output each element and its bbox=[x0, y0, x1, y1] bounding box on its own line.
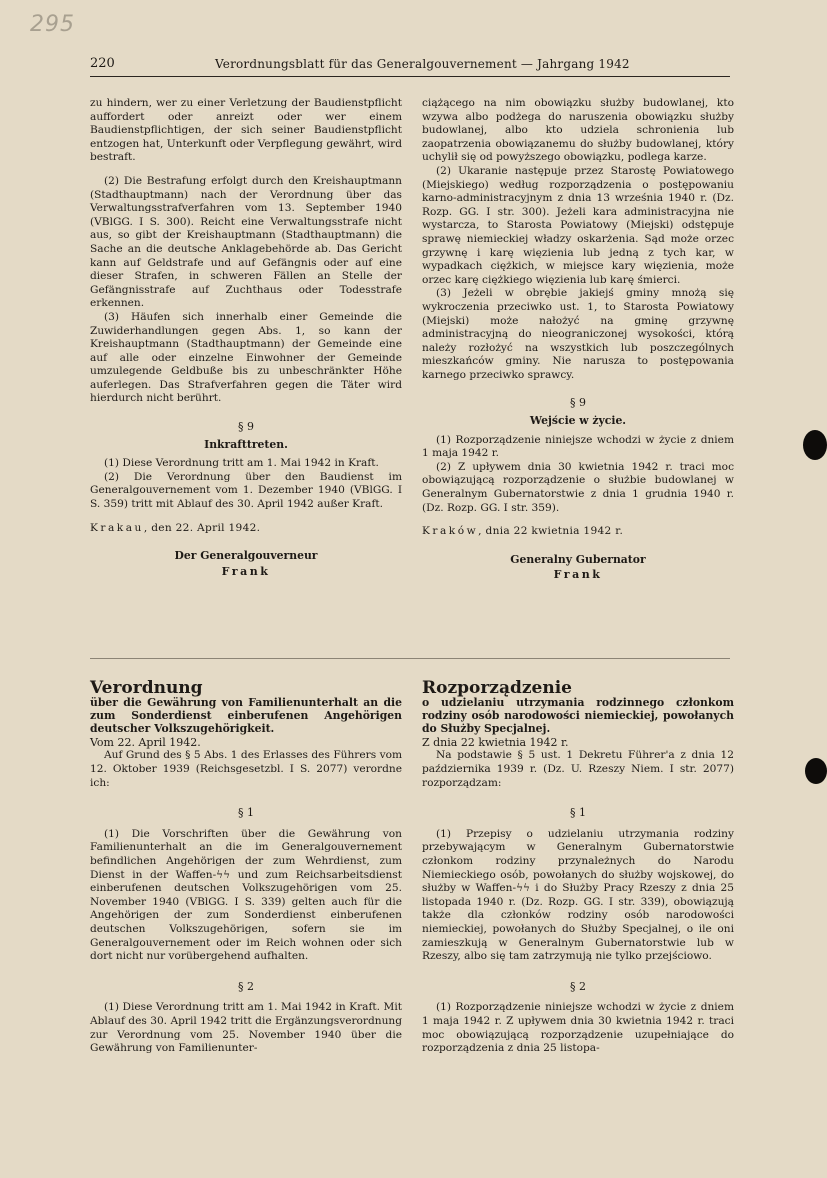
place-date-line bbox=[90, 522, 402, 536]
page-number: 220 bbox=[90, 56, 115, 71]
section-divider bbox=[90, 658, 730, 659]
text-paragraph: (2) Z upływem dnia 30 kwietnia 1942 r. traci moc obowiązującą rozporządzenie o służbie budowlanej w Generalnym Gubernatorstwie z dnia 1 grudnia 1940 r. (Dz. Rozp. GG. I str. 359). bbox=[422, 460, 734, 514]
ordinance-subtitle: o udzielaniu utrzymania rodzinnego członkom rodziny osób narodowości niemieckiej, powołanych do Służby Specjalnej. bbox=[422, 695, 734, 736]
text-paragraph: (2) Ukaranie następuje przez Starostę Powiatowego (Miejskiego) według rozporządzenia o postępowaniu karno-administracyjnym z dnia 13 września 1940 r. (Dz. Rozp. GG. I str. 300). Jeżeli kara administracyjna nie wystarcza, to Starosta Powiatowy (Miejski) odstępuje sprawę niemieckiej władzy oskarżenia. Sąd może orzec grzywnę i karę więzienia lub jedną z tych kar, w wypadkach ciężkich, w miejsce kary więzienia, może orzec karę ciężkiego więzienia lub karę śmierci. bbox=[422, 164, 734, 286]
place-city: Kraków bbox=[422, 525, 479, 538]
signature-name: Frank bbox=[553, 568, 603, 582]
text-paragraph: (1) Diese Verordnung tritt am 1. Mai 1942 in Kraft. Mit Ablauf des 30. April 1942 tritt die Ergänzungsverordnung zur Verordnung vom 25. November 1940 über die Gewährung von Familienunter- bbox=[90, 1001, 402, 1055]
signature-title: Generalny Gubernator bbox=[510, 552, 646, 566]
place-date: , dnia 22 kwietnia 1942 r. bbox=[478, 525, 624, 538]
section-number: § 2 bbox=[570, 979, 586, 993]
top-right-column bbox=[422, 97, 734, 582]
text-paragraph: (1) Diese Verordnung tritt am 1. Mai 1942 in Kraft. bbox=[104, 457, 379, 470]
section-number: § 1 bbox=[570, 806, 586, 820]
ordinance-date: Vom 22. April 1942. bbox=[90, 735, 201, 749]
text-paragraph: (1) Przepisy o udzielaniu utrzymania rodziny przebywającym w Generalnym Gubernatorstwie członkom rodziny przynależnych do Narodu Niemieckiego osób, powołanych do służby wojskowej, do służby w Waffen-ϟϟ i do Służby Pracy Rzeszy z dnia 25 listopada 1940 r. (Dz. Rozp. GG. I str. 339), obowiązują także dla członków rodziny osób narodowości niemieckiej, powołanych do Służby Specjalnej, o ile oni zamieszkują w Generalnym Gubernatorstwie lub w Rzeszy, albo się tam zatrzymują nie tylko przejściowo. bbox=[422, 827, 734, 963]
section-number: § 9 bbox=[570, 396, 586, 410]
bottom-left-column bbox=[90, 678, 402, 1056]
text-paragraph: (2) Die Verordnung über den Baudienst im Generalgouvernement vom 1. Dezember 1940 (VBlGG. I S. 359) tritt mit Ablauf des 30. April 1942 außer Kraft. bbox=[90, 470, 402, 511]
text-paragraph: (2) Die Bestrafung erfolgt durch den Kreishauptmann (Stadthauptmann) nach der Verordnung über das Verwaltungsstrafverfahren vom 13. September 1940 (VBlGG. I S. 300). Reicht eine Verwaltungsstrafe nicht aus, so gibt der Kreishauptmann (Stadthauptmann) die Sache an die deutsche Anklagebehörde ab. Das Gericht kann auf Geldstrafe und auf Gefängnis oder auf eine dieser Strafen, in schweren Fällen an Stelle der Gefängnisstrafe auf Zuchthaus oder Todesstrafe erkennen. bbox=[90, 174, 402, 310]
place-date-line bbox=[422, 525, 734, 539]
text-paragraph: (3) Jeżeli w obrębie jakiejś gminy mnożą się wykroczenia przeciwko ust. 1, to Starosta Powiatowy (Miejski) może nałożyć na gminę grzywnę administracyjną do nieograniczonej wysokości, którą należy rozłożyć na wszystkich lub poszczególnych mieszkańców gminy. Nie narusza to postępowania karnego przeciwko sprawcy. bbox=[422, 287, 734, 381]
punch-hole-upper bbox=[803, 430, 827, 460]
place-city: Krakau bbox=[90, 521, 144, 534]
section-heading: Wejście w życie. bbox=[529, 414, 627, 428]
ordinance-title: Rozporządzenie bbox=[422, 678, 572, 698]
top-left-column bbox=[90, 97, 402, 578]
text-paragraph: (3) Häufen sich innerhalb einer Gemeinde die Zuwiderhandlungen gegen Abs. 1, so kann der Kreishauptmann (Stadthauptmann) der Gemeinde eine auf alle oder einzelne Einwohner der Gemeinde umzulegende Geldbuße bis zu unbeschränkter Höhe auferlegen. Das Strafverfahren gegen die Täter wird hierdurch nicht berührt. bbox=[90, 310, 402, 405]
section-number: § 2 bbox=[238, 979, 254, 993]
punch-hole-lower bbox=[805, 758, 827, 784]
ordinance-date: Z dnia 22 kwietnia 1942 r. bbox=[422, 735, 569, 749]
place-date: , den 22. April 1942. bbox=[143, 521, 261, 534]
text-paragraph: ciążącego na nim obowiązku służby budowlanej, kto wzywa albo podżega do naruszenia obowiązku służby budowlanej, albo kto udziela schronienia lub zaopatrzenia obowiązanemu do służby budowlanej, który uchylił się od powyższego obowiązku, podlega karze. bbox=[422, 97, 734, 164]
bottom-right-column bbox=[422, 678, 734, 1056]
gazette-title: Verordnungsblatt für das Generalgouvernement — Jahrgang 1942 bbox=[215, 57, 630, 71]
text-paragraph: (1) Rozporządzenie niniejsze wchodzi w życie z dniem 1 maja 1942 r. Z upływem dnia 30 kwietnia 1942 r. traci moc obowiązującą rozporządzenie uzupełniające do rozporządzenia z dnia 25 listopa- bbox=[422, 1001, 734, 1055]
ordinance-title: Verordnung bbox=[90, 678, 203, 698]
text-paragraph: Auf Grund des § 5 Abs. 1 des Erlasses des Führers vom 12. Oktober 1939 (Reichsgesetzbl. I S. 2077) verordne ich: bbox=[90, 749, 402, 789]
section-number: § 1 bbox=[238, 806, 254, 820]
section-number: § 9 bbox=[238, 420, 254, 434]
text-paragraph: (1) Rozporządzenie niniejsze wchodzi w życie z dniem 1 maja 1942 r. bbox=[422, 433, 734, 460]
text-paragraph: Na podstawie § 5 ust. 1 Dekretu Führer'a z dnia 12 października 1939 r. (Dz. U. Rzeszy Niem. I str. 2077) rozporządzam: bbox=[422, 749, 734, 789]
signature-title: Der Generalgouverneur bbox=[174, 549, 318, 563]
text-paragraph: zu hindern, wer zu einer Verletzung der Baudienstpflicht auffordert oder anreizt oder wer einem Baudienstpflichtigen, der sich seiner Baudienstpflicht entzogen hat, Unterkunft oder Verpflegung gewährt, wird bestraft. bbox=[90, 97, 402, 164]
section-heading: Inkrafttreten. bbox=[204, 437, 288, 451]
text-paragraph: (1) Die Vorschriften über die Gewährung von Familienunterhalt an die im Generalgouvernement befindlichen Angehörigen der zum Wehrdienst, zum Dienst in der Waffen-ϟϟ und zum Reichsarbeitsdienst einberufenen deutschen Volkszugehörigen vom 25. November 1940 (VBlGG. I S. 339) gelten auch für die Angehörigen der zum Sonderdienst einberufenen deutschen Volkszugehörigen, sofern sie im Generalgouvernement oder im Reich wohnen oder sich dort nicht nur vorübergehend aufhalten. bbox=[90, 827, 402, 963]
ordinance-subtitle: über die Gewährung von Familienunterhalt an die zum Sonderdienst einberufenen Angehörigen deutscher Volkszugehörigkeit. bbox=[90, 695, 402, 736]
archive-number-mark: 295 bbox=[30, 12, 75, 37]
page-header bbox=[90, 56, 730, 77]
signature-name: Frank bbox=[221, 564, 271, 578]
